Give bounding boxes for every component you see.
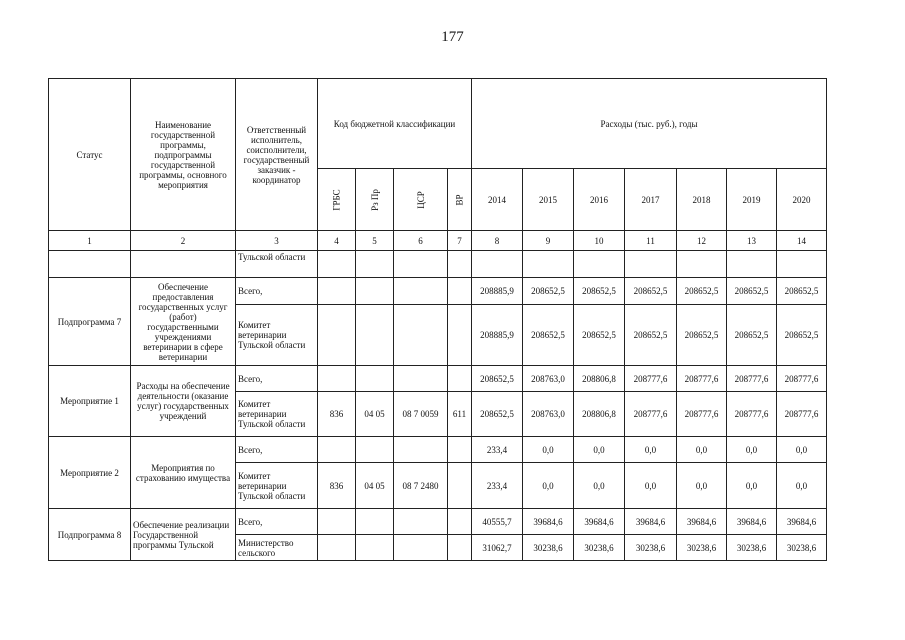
value-cell: 208777,6 xyxy=(625,366,677,392)
value-cell: 30238,6 xyxy=(574,535,625,561)
executor-cell: Министерство сельского xyxy=(236,535,318,561)
csr-cell xyxy=(394,366,448,392)
value-cell: 0,0 xyxy=(727,463,777,509)
table-row xyxy=(49,509,827,535)
value-cell: 39684,6 xyxy=(777,509,827,535)
value-cell: 208652,5 xyxy=(574,278,625,305)
rzpr-cell: 04 05 xyxy=(356,392,394,437)
value-cell: 39684,6 xyxy=(677,509,727,535)
vr-cell xyxy=(448,535,472,561)
column-number: 13 xyxy=(727,231,777,251)
value-cell: 0,0 xyxy=(777,437,827,463)
name-cell: Обеспечение реализации Государственной программы Тульской xyxy=(131,509,236,561)
header-year: 2014 xyxy=(472,169,523,231)
value-cell: 208777,6 xyxy=(777,366,827,392)
column-number: 8 xyxy=(472,231,523,251)
executor-cell: Всего, xyxy=(236,437,318,463)
executor-cell: Комитет ветеринарии Тульской области xyxy=(236,463,318,509)
value-cell: 39684,6 xyxy=(523,509,574,535)
column-number: 3 xyxy=(236,231,318,251)
value-cell: 208652,5 xyxy=(777,278,827,305)
grbs-cell: 836 xyxy=(318,463,356,509)
value-cell: 208652,5 xyxy=(777,305,827,366)
value-cell: 208777,6 xyxy=(677,366,727,392)
header-year: 2016 xyxy=(574,169,625,231)
header-grbs: ГРБС xyxy=(318,169,356,231)
header-vr: ВР xyxy=(448,169,472,231)
value-cell: 208652,5 xyxy=(472,366,523,392)
value-cell: 208652,5 xyxy=(523,305,574,366)
column-number: 11 xyxy=(625,231,677,251)
value-cell: 0,0 xyxy=(727,437,777,463)
table-row xyxy=(49,251,827,278)
header-budget-code: Код бюджетной классификации xyxy=(318,79,472,169)
value-cell: 208652,5 xyxy=(727,278,777,305)
grbs-cell xyxy=(318,305,356,366)
column-number-row xyxy=(49,231,827,251)
value-cell: 30238,6 xyxy=(625,535,677,561)
column-number: 14 xyxy=(777,231,827,251)
header-executor: Ответственный исполнитель, соисполнители, государственный заказчик - координатор xyxy=(236,79,318,231)
header-status: Статус xyxy=(49,79,131,231)
value-cell: 30238,6 xyxy=(727,535,777,561)
header-csr: ЦСР xyxy=(394,169,448,231)
executor-cell: Всего, xyxy=(236,366,318,392)
header-year: 2017 xyxy=(625,169,677,231)
value-cell: 30238,6 xyxy=(677,535,727,561)
value-cell: 208885,9 xyxy=(472,305,523,366)
csr-cell xyxy=(394,305,448,366)
value-cell: 0,0 xyxy=(677,437,727,463)
vr-cell xyxy=(448,509,472,535)
column-number: 6 xyxy=(394,231,448,251)
value-cell: 0,0 xyxy=(574,437,625,463)
header-year: 2015 xyxy=(523,169,574,231)
executor-cell: Тульской области xyxy=(236,251,318,278)
value-cell: 233,4 xyxy=(472,437,523,463)
value-cell: 39684,6 xyxy=(727,509,777,535)
value-cell: 208777,6 xyxy=(625,392,677,437)
value-cell: 208652,5 xyxy=(625,305,677,366)
budget-table xyxy=(48,78,827,561)
value-cell: 208652,5 xyxy=(727,305,777,366)
header-year: 2019 xyxy=(727,169,777,231)
column-number: 5 xyxy=(356,231,394,251)
rzpr-cell xyxy=(356,366,394,392)
value-cell: 208652,5 xyxy=(523,278,574,305)
table-row xyxy=(49,366,827,392)
value-cell: 0,0 xyxy=(677,463,727,509)
value-cell: 208652,5 xyxy=(472,392,523,437)
table-row xyxy=(49,278,827,305)
grbs-cell xyxy=(318,278,356,305)
value-cell: 0,0 xyxy=(777,463,827,509)
vr-cell xyxy=(448,463,472,509)
value-cell: 39684,6 xyxy=(625,509,677,535)
value-cell: 208806,8 xyxy=(574,392,625,437)
rzpr-cell xyxy=(356,535,394,561)
status-cell: Подпрограмма 8 xyxy=(49,509,131,561)
header-expenses: Расходы (тыс. руб.), годы xyxy=(472,79,827,169)
value-cell: 208763,0 xyxy=(523,366,574,392)
csr-cell xyxy=(394,437,448,463)
value-cell: 208777,6 xyxy=(727,366,777,392)
vr-cell xyxy=(448,437,472,463)
executor-cell: Всего, xyxy=(236,278,318,305)
rzpr-cell xyxy=(356,278,394,305)
value-cell: 0,0 xyxy=(625,437,677,463)
executor-cell: Комитет ветеринарии Тульской области xyxy=(236,392,318,437)
value-cell: 208652,5 xyxy=(574,305,625,366)
value-cell: 0,0 xyxy=(523,463,574,509)
name-cell: Расходы на обеспечение деятельности (оказание услуг) государственных учреждений xyxy=(131,366,236,437)
value-cell: 40555,7 xyxy=(472,509,523,535)
value-cell: 30238,6 xyxy=(777,535,827,561)
column-number: 2 xyxy=(131,231,236,251)
status-cell: Мероприятие 1 xyxy=(49,366,131,437)
rzpr-cell: 04 05 xyxy=(356,463,394,509)
header-name: Наименование государственной программы, подпрограммы государственной программы, основного мероприятия xyxy=(131,79,236,231)
csr-cell: 08 7 0059 xyxy=(394,392,448,437)
table-row xyxy=(49,437,827,463)
value-cell: 208806,8 xyxy=(574,366,625,392)
value-cell: 0,0 xyxy=(523,437,574,463)
status-cell: Подпрограмма 7 xyxy=(49,278,131,366)
value-cell: 233,4 xyxy=(472,463,523,509)
value-cell: 208777,6 xyxy=(727,392,777,437)
executor-cell: Всего, xyxy=(236,509,318,535)
name-cell: Обеспечение предоставления государственных услуг (работ) государственными учреждениями ветеринарии в сфере ветеринарии xyxy=(131,278,236,366)
value-cell: 208777,6 xyxy=(777,392,827,437)
value-cell: 208763,0 xyxy=(523,392,574,437)
value-cell: 208652,5 xyxy=(625,278,677,305)
grbs-cell xyxy=(318,366,356,392)
name-cell: Мероприятия по страхованию имущества xyxy=(131,437,236,509)
value-cell: 31062,7 xyxy=(472,535,523,561)
executor-cell: Комитет ветеринарии Тульской области xyxy=(236,305,318,366)
value-cell: 208885,9 xyxy=(472,278,523,305)
value-cell: 39684,6 xyxy=(574,509,625,535)
column-number: 10 xyxy=(574,231,625,251)
status-cell: Мероприятие 2 xyxy=(49,437,131,509)
grbs-cell xyxy=(318,437,356,463)
column-number: 9 xyxy=(523,231,574,251)
vr-cell xyxy=(448,278,472,305)
grbs-cell: 836 xyxy=(318,392,356,437)
csr-cell xyxy=(394,535,448,561)
value-cell: 208652,5 xyxy=(677,278,727,305)
value-cell: 0,0 xyxy=(574,463,625,509)
csr-cell xyxy=(394,278,448,305)
csr-cell xyxy=(394,509,448,535)
value-cell: 208652,5 xyxy=(677,305,727,366)
rzpr-cell xyxy=(356,305,394,366)
column-number: 4 xyxy=(318,231,356,251)
value-cell: 0,0 xyxy=(625,463,677,509)
column-number: 12 xyxy=(677,231,727,251)
header-year: 2018 xyxy=(677,169,727,231)
value-cell: 208777,6 xyxy=(677,392,727,437)
header-year: 2020 xyxy=(777,169,827,231)
page-number: 177 xyxy=(441,29,464,45)
value-cell: 30238,6 xyxy=(523,535,574,561)
vr-cell xyxy=(448,366,472,392)
header-rzpr: Рз Пр xyxy=(356,169,394,231)
rzpr-cell xyxy=(356,509,394,535)
csr-cell: 08 7 2480 xyxy=(394,463,448,509)
vr-cell xyxy=(448,305,472,366)
grbs-cell xyxy=(318,509,356,535)
column-number: 1 xyxy=(49,231,131,251)
rzpr-cell xyxy=(356,437,394,463)
grbs-cell xyxy=(318,535,356,561)
vr-cell: 611 xyxy=(448,392,472,437)
column-number: 7 xyxy=(448,231,472,251)
